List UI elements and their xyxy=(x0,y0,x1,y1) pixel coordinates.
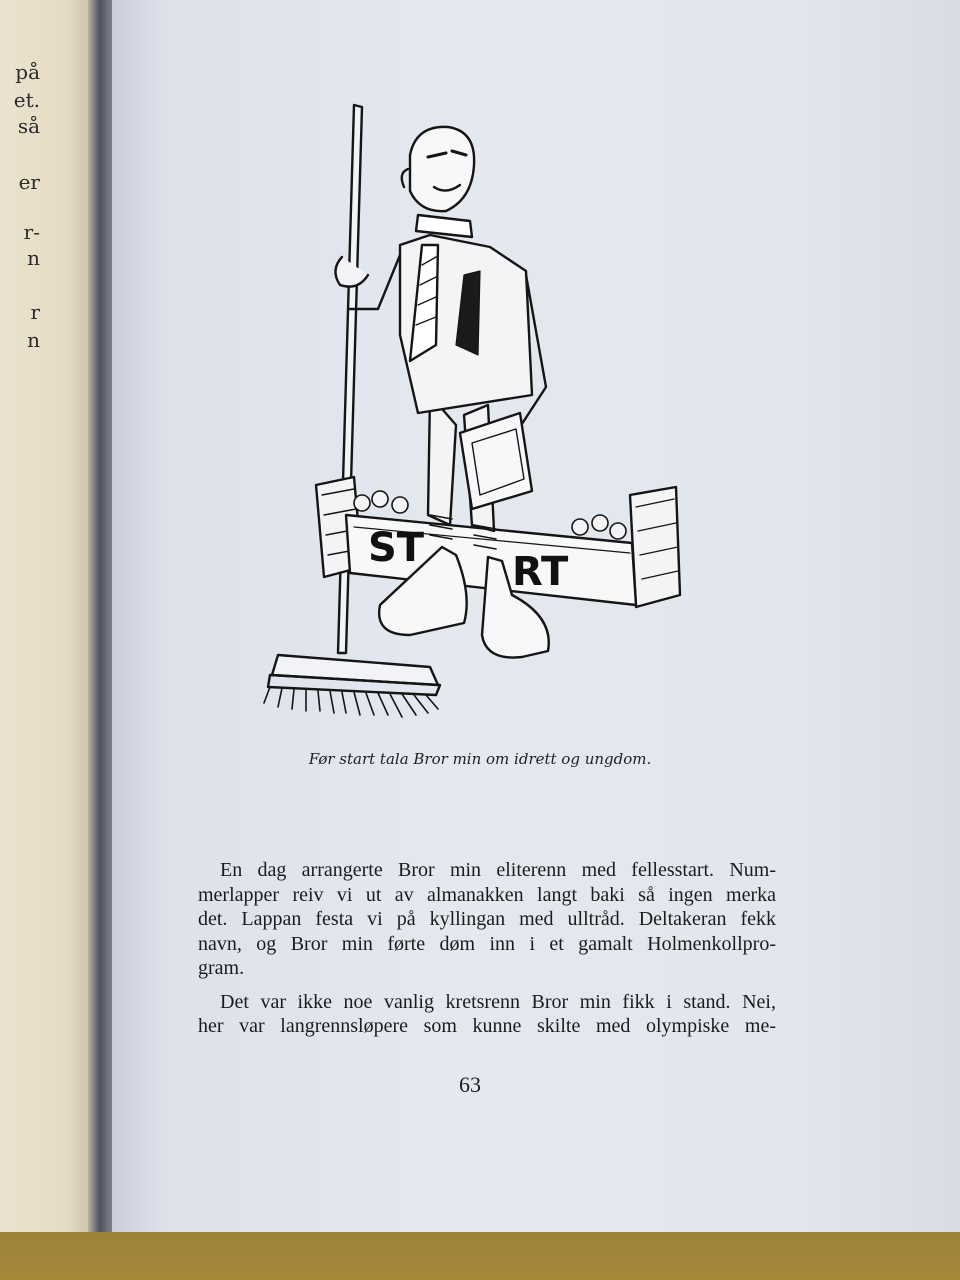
left-fragment: et. xyxy=(13,88,40,112)
left-fragment: r xyxy=(30,300,40,324)
left-fragment: er xyxy=(18,170,40,194)
text-line: En dag arrangerte Bror min eliterenn med fellesstart. Num- xyxy=(220,859,776,881)
text-line: gram. xyxy=(198,957,245,979)
left-fragment: n xyxy=(27,328,40,352)
left-fragment: så xyxy=(17,114,40,138)
figure-caption: Før start tala Bror min om idrett og ungdom. xyxy=(308,750,652,768)
text-line: merlapper reiv vi ut av almanakken langt baki så ingen merka xyxy=(198,883,776,906)
page-number: 63 xyxy=(459,1072,481,1097)
body-text xyxy=(198,858,776,1039)
sign-text-right: RT xyxy=(512,549,569,595)
table-surface xyxy=(0,1232,960,1280)
illustration-boy-with-broom xyxy=(250,95,700,735)
left-fragment: på xyxy=(15,60,40,84)
paragraph-2 xyxy=(198,990,776,1039)
sign-text-left: ST xyxy=(368,525,425,571)
paragraph-1 xyxy=(198,858,776,981)
left-fragment: n xyxy=(27,246,40,270)
left-fragment: r- xyxy=(23,220,40,244)
left-page xyxy=(0,0,92,1280)
text-line: her var langrennsløpere som kunne skilte med olympiske me- xyxy=(198,1015,776,1037)
text-line: Det var ikke noe vanlig kretsrenn Bror min fikk i stand. Nei, xyxy=(220,990,776,1013)
text-line: navn, og Bror min førte døm inn i et gamalt Holmenkollpro- xyxy=(198,932,776,955)
text-line: det. Lappan festa vi på kyllingan med ulltråd. Deltakeran fekk xyxy=(198,908,776,930)
